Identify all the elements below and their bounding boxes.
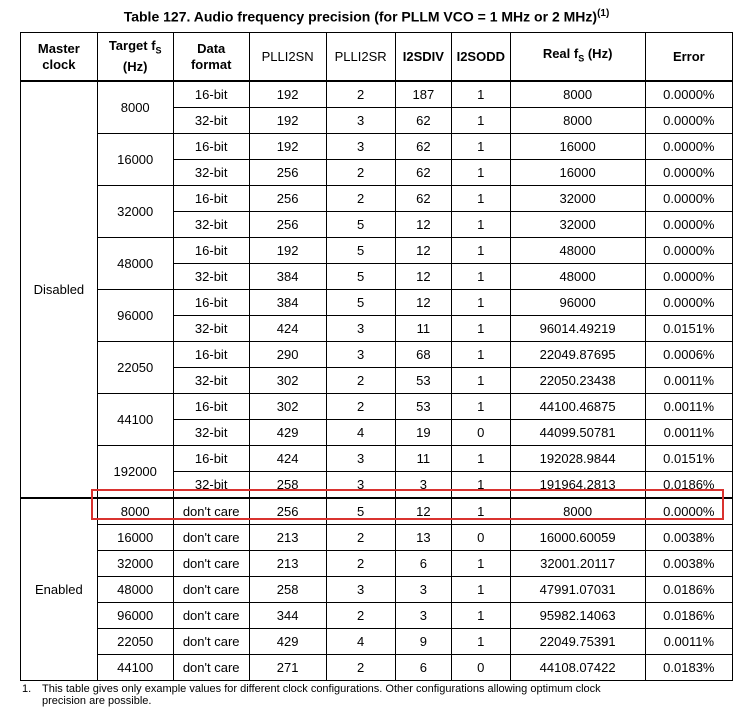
cell-plli2sr: 2 [326, 81, 395, 108]
cell-data-format: 32-bit [173, 420, 249, 446]
cell-error: 0.0038% [645, 525, 732, 551]
cell-plli2sr: 2 [326, 160, 395, 186]
cell-plli2sr: 5 [326, 212, 395, 238]
cell-i2sodd: 1 [452, 498, 511, 525]
header-real-fs: Real $f_S$ (Hz) [510, 33, 645, 82]
cell-i2sdiv: 62 [395, 160, 451, 186]
cell-plli2sr: 2 [326, 394, 395, 420]
cell-plli2sn: 424 [249, 446, 326, 472]
cell-target-fs: 8000 [97, 498, 173, 525]
cell-plli2sn: 256 [249, 186, 326, 212]
cell-plli2sr: 2 [326, 655, 395, 681]
cell-i2sodd: 1 [452, 186, 511, 212]
header-i2sodd: I2SODD [452, 33, 511, 82]
table-title: Table 127. Audio frequency precision (for PLLM VCO = 1 MHz or 2 MHz)$^{(1)}$ [123, 8, 610, 25]
cell-error: 0.0011% [645, 368, 732, 394]
cell-plli2sn: 384 [249, 290, 326, 316]
cell-i2sodd: 0 [452, 525, 511, 551]
cell-i2sdiv: 11 [395, 446, 451, 472]
cell-i2sdiv: 9 [395, 629, 451, 655]
cell-real-fs: 22049.87695 [510, 342, 645, 368]
footnote-number: 1. [22, 683, 32, 695]
cell-error: 0.0000% [645, 134, 732, 160]
cell-i2sodd: 1 [452, 603, 511, 629]
cell-real-fs: 44100.46875 [510, 394, 645, 420]
table-row [21, 525, 733, 551]
cell-real-fs: 48000 [510, 264, 645, 290]
cell-i2sdiv: 3 [395, 603, 451, 629]
cell-real-fs: 16000 [510, 160, 645, 186]
cell-plli2sr: 3 [326, 446, 395, 472]
cell-error: 0.0000% [645, 264, 732, 290]
cell-real-fs: 8000 [510, 498, 645, 525]
cell-plli2sn: 192 [249, 134, 326, 160]
cell-data-format: 32-bit [173, 264, 249, 290]
cell-i2sodd: 1 [452, 264, 511, 290]
cell-target-fs: 96000 [97, 290, 173, 342]
cell-i2sdiv: 12 [395, 290, 451, 316]
cell-real-fs: 8000 [510, 108, 645, 134]
cell-real-fs: 95982.14063 [510, 603, 645, 629]
cell-real-fs: 48000 [510, 238, 645, 264]
cell-error: 0.0183% [645, 655, 732, 681]
cell-data-format: 32-bit [173, 160, 249, 186]
cell-i2sodd: 0 [452, 420, 511, 446]
cell-data-format: don't care [173, 525, 249, 551]
cell-real-fs: 8000 [510, 81, 645, 108]
cell-i2sdiv: 13 [395, 525, 451, 551]
cell-target-fs: 48000 [97, 238, 173, 290]
cell-real-fs: 22050.23438 [510, 368, 645, 394]
cell-data-format: 16-bit [173, 186, 249, 212]
cell-target-fs: 32000 [97, 186, 173, 238]
table-row [21, 186, 733, 212]
cell-plli2sr: 2 [326, 525, 395, 551]
cell-error: 0.0000% [645, 238, 732, 264]
cell-i2sodd: 1 [452, 577, 511, 603]
header-target-fs: Target $f_S$ (Hz) [97, 33, 173, 82]
cell-i2sodd: 1 [452, 446, 511, 472]
cell-data-format: 32-bit [173, 472, 249, 499]
footnote-text-line1: This table gives only example values for different clock configurations. Other configurations allowing optimum clock [42, 683, 601, 695]
header-plli2sr: PLLI2SR [326, 33, 395, 82]
cell-error: 0.0186% [645, 472, 732, 499]
cell-i2sodd: 1 [452, 368, 511, 394]
cell-data-format: don't care [173, 551, 249, 577]
table-row [21, 577, 733, 603]
header-data-format: Data format [173, 33, 249, 82]
cell-real-fs: 192028.9844 [510, 446, 645, 472]
cell-real-fs: 96014.49219 [510, 316, 645, 342]
cell-i2sodd: 1 [452, 472, 511, 499]
cell-i2sdiv: 3 [395, 577, 451, 603]
cell-plli2sr: 3 [326, 472, 395, 499]
cell-data-format: don't care [173, 498, 249, 525]
cell-error: 0.0186% [645, 577, 732, 603]
cell-plli2sn: 192 [249, 238, 326, 264]
cell-plli2sn: 258 [249, 577, 326, 603]
cell-real-fs: 32001.20117 [510, 551, 645, 577]
cell-plli2sr: 3 [326, 316, 395, 342]
cell-i2sodd: 1 [452, 212, 511, 238]
cell-plli2sr: 2 [326, 603, 395, 629]
table-row [21, 290, 733, 316]
cell-error: 0.0000% [645, 108, 732, 134]
cell-i2sodd: 1 [452, 134, 511, 160]
cell-target-fs: 192000 [97, 446, 173, 499]
cell-plli2sn: 290 [249, 342, 326, 368]
cell-target-fs: 44100 [97, 655, 173, 681]
audio-frequency-table [20, 32, 733, 681]
cell-i2sdiv: 62 [395, 108, 451, 134]
cell-plli2sr: 5 [326, 290, 395, 316]
cell-plli2sn: 344 [249, 603, 326, 629]
cell-error: 0.0000% [645, 212, 732, 238]
table-body [21, 81, 733, 681]
cell-data-format: 32-bit [173, 212, 249, 238]
cell-i2sdiv: 53 [395, 368, 451, 394]
cell-i2sodd: 1 [452, 290, 511, 316]
cell-plli2sn: 384 [249, 264, 326, 290]
cell-plli2sn: 258 [249, 472, 326, 499]
cell-error: 0.0000% [645, 81, 732, 108]
cell-error: 0.0000% [645, 290, 732, 316]
cell-plli2sn: 429 [249, 629, 326, 655]
cell-error: 0.0186% [645, 603, 732, 629]
cell-plli2sr: 2 [326, 186, 395, 212]
cell-plli2sn: 424 [249, 316, 326, 342]
table-row [21, 498, 733, 525]
footnote-text-line2: precision are possible. [42, 695, 152, 707]
cell-plli2sr: 3 [326, 342, 395, 368]
cell-target-fs: 8000 [97, 81, 173, 134]
cell-real-fs: 22049.75391 [510, 629, 645, 655]
cell-real-fs: 44108.07422 [510, 655, 645, 681]
cell-data-format: 16-bit [173, 394, 249, 420]
cell-error: 0.0038% [645, 551, 732, 577]
cell-i2sdiv: 62 [395, 186, 451, 212]
cell-error: 0.0011% [645, 420, 732, 446]
cell-master-clock: Enabled [21, 498, 98, 681]
cell-plli2sn: 213 [249, 551, 326, 577]
cell-target-fs: 96000 [97, 603, 173, 629]
cell-i2sodd: 1 [452, 629, 511, 655]
cell-i2sodd: 1 [452, 238, 511, 264]
footnote [22, 683, 601, 707]
cell-i2sdiv: 12 [395, 238, 451, 264]
cell-data-format: 16-bit [173, 81, 249, 108]
table-row [21, 603, 733, 629]
cell-i2sodd: 1 [452, 108, 511, 134]
cell-plli2sr: 2 [326, 368, 395, 394]
cell-plli2sn: 302 [249, 394, 326, 420]
table-row [21, 655, 733, 681]
cell-data-format: 16-bit [173, 446, 249, 472]
cell-i2sdiv: 19 [395, 420, 451, 446]
cell-i2sdiv: 187 [395, 81, 451, 108]
cell-plli2sr: 2 [326, 551, 395, 577]
cell-plli2sr: 5 [326, 264, 395, 290]
cell-data-format: 16-bit [173, 134, 249, 160]
cell-error: 0.0000% [645, 160, 732, 186]
cell-i2sodd: 1 [452, 316, 511, 342]
cell-target-fs: 22050 [97, 629, 173, 655]
cell-error: 0.0151% [645, 316, 732, 342]
cell-real-fs: 47991.07031 [510, 577, 645, 603]
cell-target-fs: 48000 [97, 577, 173, 603]
header-row [21, 33, 733, 82]
cell-plli2sr: 4 [326, 629, 395, 655]
table-row [21, 134, 733, 160]
cell-plli2sn: 192 [249, 108, 326, 134]
cell-error: 0.0151% [645, 446, 732, 472]
cell-plli2sn: 213 [249, 525, 326, 551]
table-row [21, 81, 733, 108]
cell-real-fs: 191964.2813 [510, 472, 645, 499]
cell-data-format: don't care [173, 577, 249, 603]
cell-plli2sr: 3 [326, 577, 395, 603]
cell-error: 0.0000% [645, 186, 732, 212]
cell-i2sodd: 0 [452, 655, 511, 681]
cell-master-clock: Disabled [21, 81, 98, 498]
cell-plli2sr: 5 [326, 498, 395, 525]
cell-i2sdiv: 3 [395, 472, 451, 499]
table-row [21, 342, 733, 368]
cell-plli2sn: 192 [249, 81, 326, 108]
cell-i2sdiv: 12 [395, 498, 451, 525]
cell-real-fs: 32000 [510, 212, 645, 238]
cell-i2sdiv: 6 [395, 655, 451, 681]
table-row [21, 629, 733, 655]
cell-data-format: don't care [173, 629, 249, 655]
cell-real-fs: 96000 [510, 290, 645, 316]
cell-data-format: 32-bit [173, 316, 249, 342]
cell-error: 0.0000% [645, 498, 732, 525]
table-row [21, 394, 733, 420]
table-row [21, 551, 733, 577]
cell-plli2sn: 256 [249, 498, 326, 525]
header-i2sdiv: I2SDIV [395, 33, 451, 82]
cell-i2sdiv: 12 [395, 264, 451, 290]
cell-data-format: don't care [173, 603, 249, 629]
cell-target-fs: 22050 [97, 342, 173, 394]
cell-i2sodd: 1 [452, 160, 511, 186]
cell-data-format: 16-bit [173, 342, 249, 368]
cell-target-fs: 44100 [97, 394, 173, 446]
cell-target-fs: 16000 [97, 134, 173, 186]
cell-error: 0.0011% [645, 629, 732, 655]
cell-i2sodd: 1 [452, 394, 511, 420]
cell-plli2sr: 3 [326, 134, 395, 160]
cell-target-fs: 16000 [97, 525, 173, 551]
cell-plli2sr: 4 [326, 420, 395, 446]
cell-data-format: don't care [173, 655, 249, 681]
cell-error: 0.0011% [645, 394, 732, 420]
header-plli2sn: PLLI2SN [249, 33, 326, 82]
cell-plli2sr: 5 [326, 238, 395, 264]
cell-plli2sn: 429 [249, 420, 326, 446]
cell-plli2sn: 256 [249, 212, 326, 238]
cell-i2sodd: 1 [452, 81, 511, 108]
cell-i2sdiv: 6 [395, 551, 451, 577]
cell-data-format: 32-bit [173, 108, 249, 134]
header-master-clock: Master clock [21, 33, 98, 82]
cell-plli2sn: 271 [249, 655, 326, 681]
cell-i2sdiv: 62 [395, 134, 451, 160]
cell-real-fs: 32000 [510, 186, 645, 212]
cell-i2sdiv: 11 [395, 316, 451, 342]
cell-plli2sn: 256 [249, 160, 326, 186]
header-error: Error [645, 33, 732, 82]
cell-real-fs: 16000.60059 [510, 525, 645, 551]
cell-i2sodd: 1 [452, 342, 511, 368]
table-row [21, 238, 733, 264]
cell-target-fs: 32000 [97, 551, 173, 577]
cell-data-format: 32-bit [173, 368, 249, 394]
cell-data-format: 16-bit [173, 290, 249, 316]
table-row [21, 446, 733, 472]
cell-real-fs: 16000 [510, 134, 645, 160]
cell-i2sodd: 1 [452, 551, 511, 577]
cell-real-fs: 44099.50781 [510, 420, 645, 446]
cell-i2sdiv: 68 [395, 342, 451, 368]
cell-data-format: 16-bit [173, 238, 249, 264]
cell-i2sdiv: 12 [395, 212, 451, 238]
cell-plli2sr: 3 [326, 108, 395, 134]
cell-i2sdiv: 53 [395, 394, 451, 420]
cell-plli2sn: 302 [249, 368, 326, 394]
cell-error: 0.0006% [645, 342, 732, 368]
